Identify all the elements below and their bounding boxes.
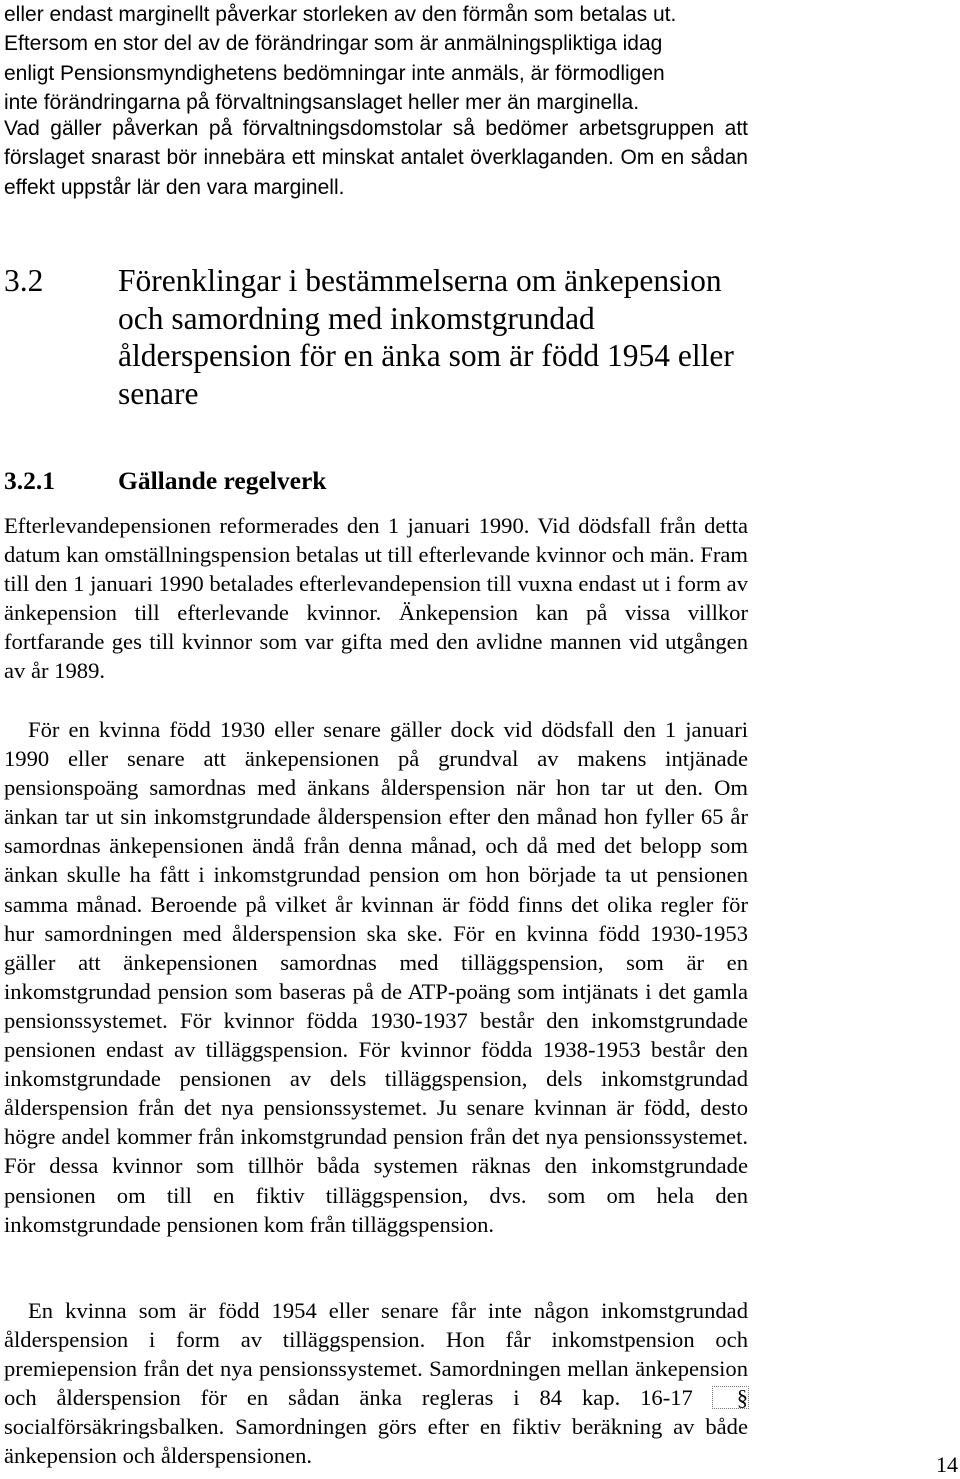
- text-line: enligt Pensionsmyndighetens bedömningar inte anmäls, är förmodligen: [4, 61, 665, 85]
- section-title: Förenklingar i bestämmelserna om änkepension och samordning med inkomstgrundad ålderspension för en änka som är född 1954 eller senare: [118, 263, 734, 411]
- text-line: eller endast marginellt påverkar storleken av den förmån som betalas ut.: [4, 3, 677, 26]
- body-paragraph: För en kvinna född 1930 eller senare gäller dock vid dödsfall den 1 januari 1990 eller senare att änkepensionen på grundval av makens intjänade pensionspoäng samordnas med änkans ålderspension när hon tar ut den. Om änkan tar ut sin inkomstgrundade ålderspension efter den månad hon fyller 65 år samordnas änkepensionen ändå från denna månad, och då med det belopp som änkan skulle ha fått i inkomstgrundad pension om hon började ta ut pensionen samma månad. Beroende på vilket år kvinnan är född finns det olika regler för hur samordningen med ålderspension ska ske. För en kvinna född 1930-1953 gäller att änkepensionen samordnas med tilläggspension, som är en inkomstgrundad pension som baseras på de ATP-poäng som intjänats i det gamla pensionssystemet. För kvinnor födda 1930-1937 består den inkomstgrundade pensionen endast av tilläggspension. För kvinnor födda 1938-1953 består den inkomstgrundade pensionen av dels tilläggspension, dels inkomstgrundad ålderspension från det nya pensionssystemet. Ju senare kvinnan är född, desto högre andel kommer från inkomstgrundad pension från det nya pensionssystemet. För dessa kvinnor som tillhör båda systemen räknas den inkomstgrundade pensionen om till en fiktiv tilläggspension, dvs. som om hela den inkomstgrundade pensionen kom från tilläggspension.: [4, 717, 748, 1237]
- body-paragraph: [4, 1296, 748, 1471]
- page-number: 14: [936, 1452, 958, 1477]
- subsection-number: 3.2.1: [4, 466, 55, 495]
- paragraph-text: En kvinna som är född 1954 eller senare får inte någon inkomstgrundad ålderspension i form av tilläggspension. Hon får inkomstpension och premiepension från det nya pensionssystemet. Samordningen mellan änkepension och ålderspension för en sådan änka regleras i 84 kap. 16-17: [4, 1298, 748, 1411]
- text-line: inte förändringarna på förvaltningsanslaget heller mer än marginella.: [4, 91, 640, 115]
- link-focus-outline: [712, 1386, 749, 1409]
- section-sign-link[interactable]: [713, 1383, 748, 1412]
- intro-lines: [4, 0, 748, 118]
- intro-paragraph: Vad gäller påverkan på förvaltningsdomstolar så bedömer arbetsgruppen att förslaget snarast bör innebära ett minskat antalet överklaganden. Om en sådan effekt uppstår lär den vara marginell.: [4, 117, 748, 199]
- text-line: Eftersom en stor del av de förändringar som är anmälningspliktiga idag: [4, 32, 663, 56]
- body-paragraph: Efterlevandepensionen reformerades den 1 januari 1990. Vid dödsfall från detta datum kan omställningspension betalas ut till efterlevande kvinnor och män. Fram till den 1 januari 1990 betalades efterlevandepension till vuxna endast ut i form av änkepension till efterlevande kvinnor. Änkepension kan på vissa villkor fortfarande ges till kvinnor som var gifta med den avlidne mannen vid utgången av år 1989.: [4, 513, 748, 684]
- section-number: 3.2: [4, 263, 44, 298]
- paragraph-text: socialförsäkringsbalken. Samordningen görs efter en fiktiv beräkning av både änkepension och ålderspensionen.: [4, 1414, 748, 1469]
- subsection-title: Gällande regelverk: [118, 466, 327, 495]
- section-sign: §: [736, 1385, 748, 1411]
